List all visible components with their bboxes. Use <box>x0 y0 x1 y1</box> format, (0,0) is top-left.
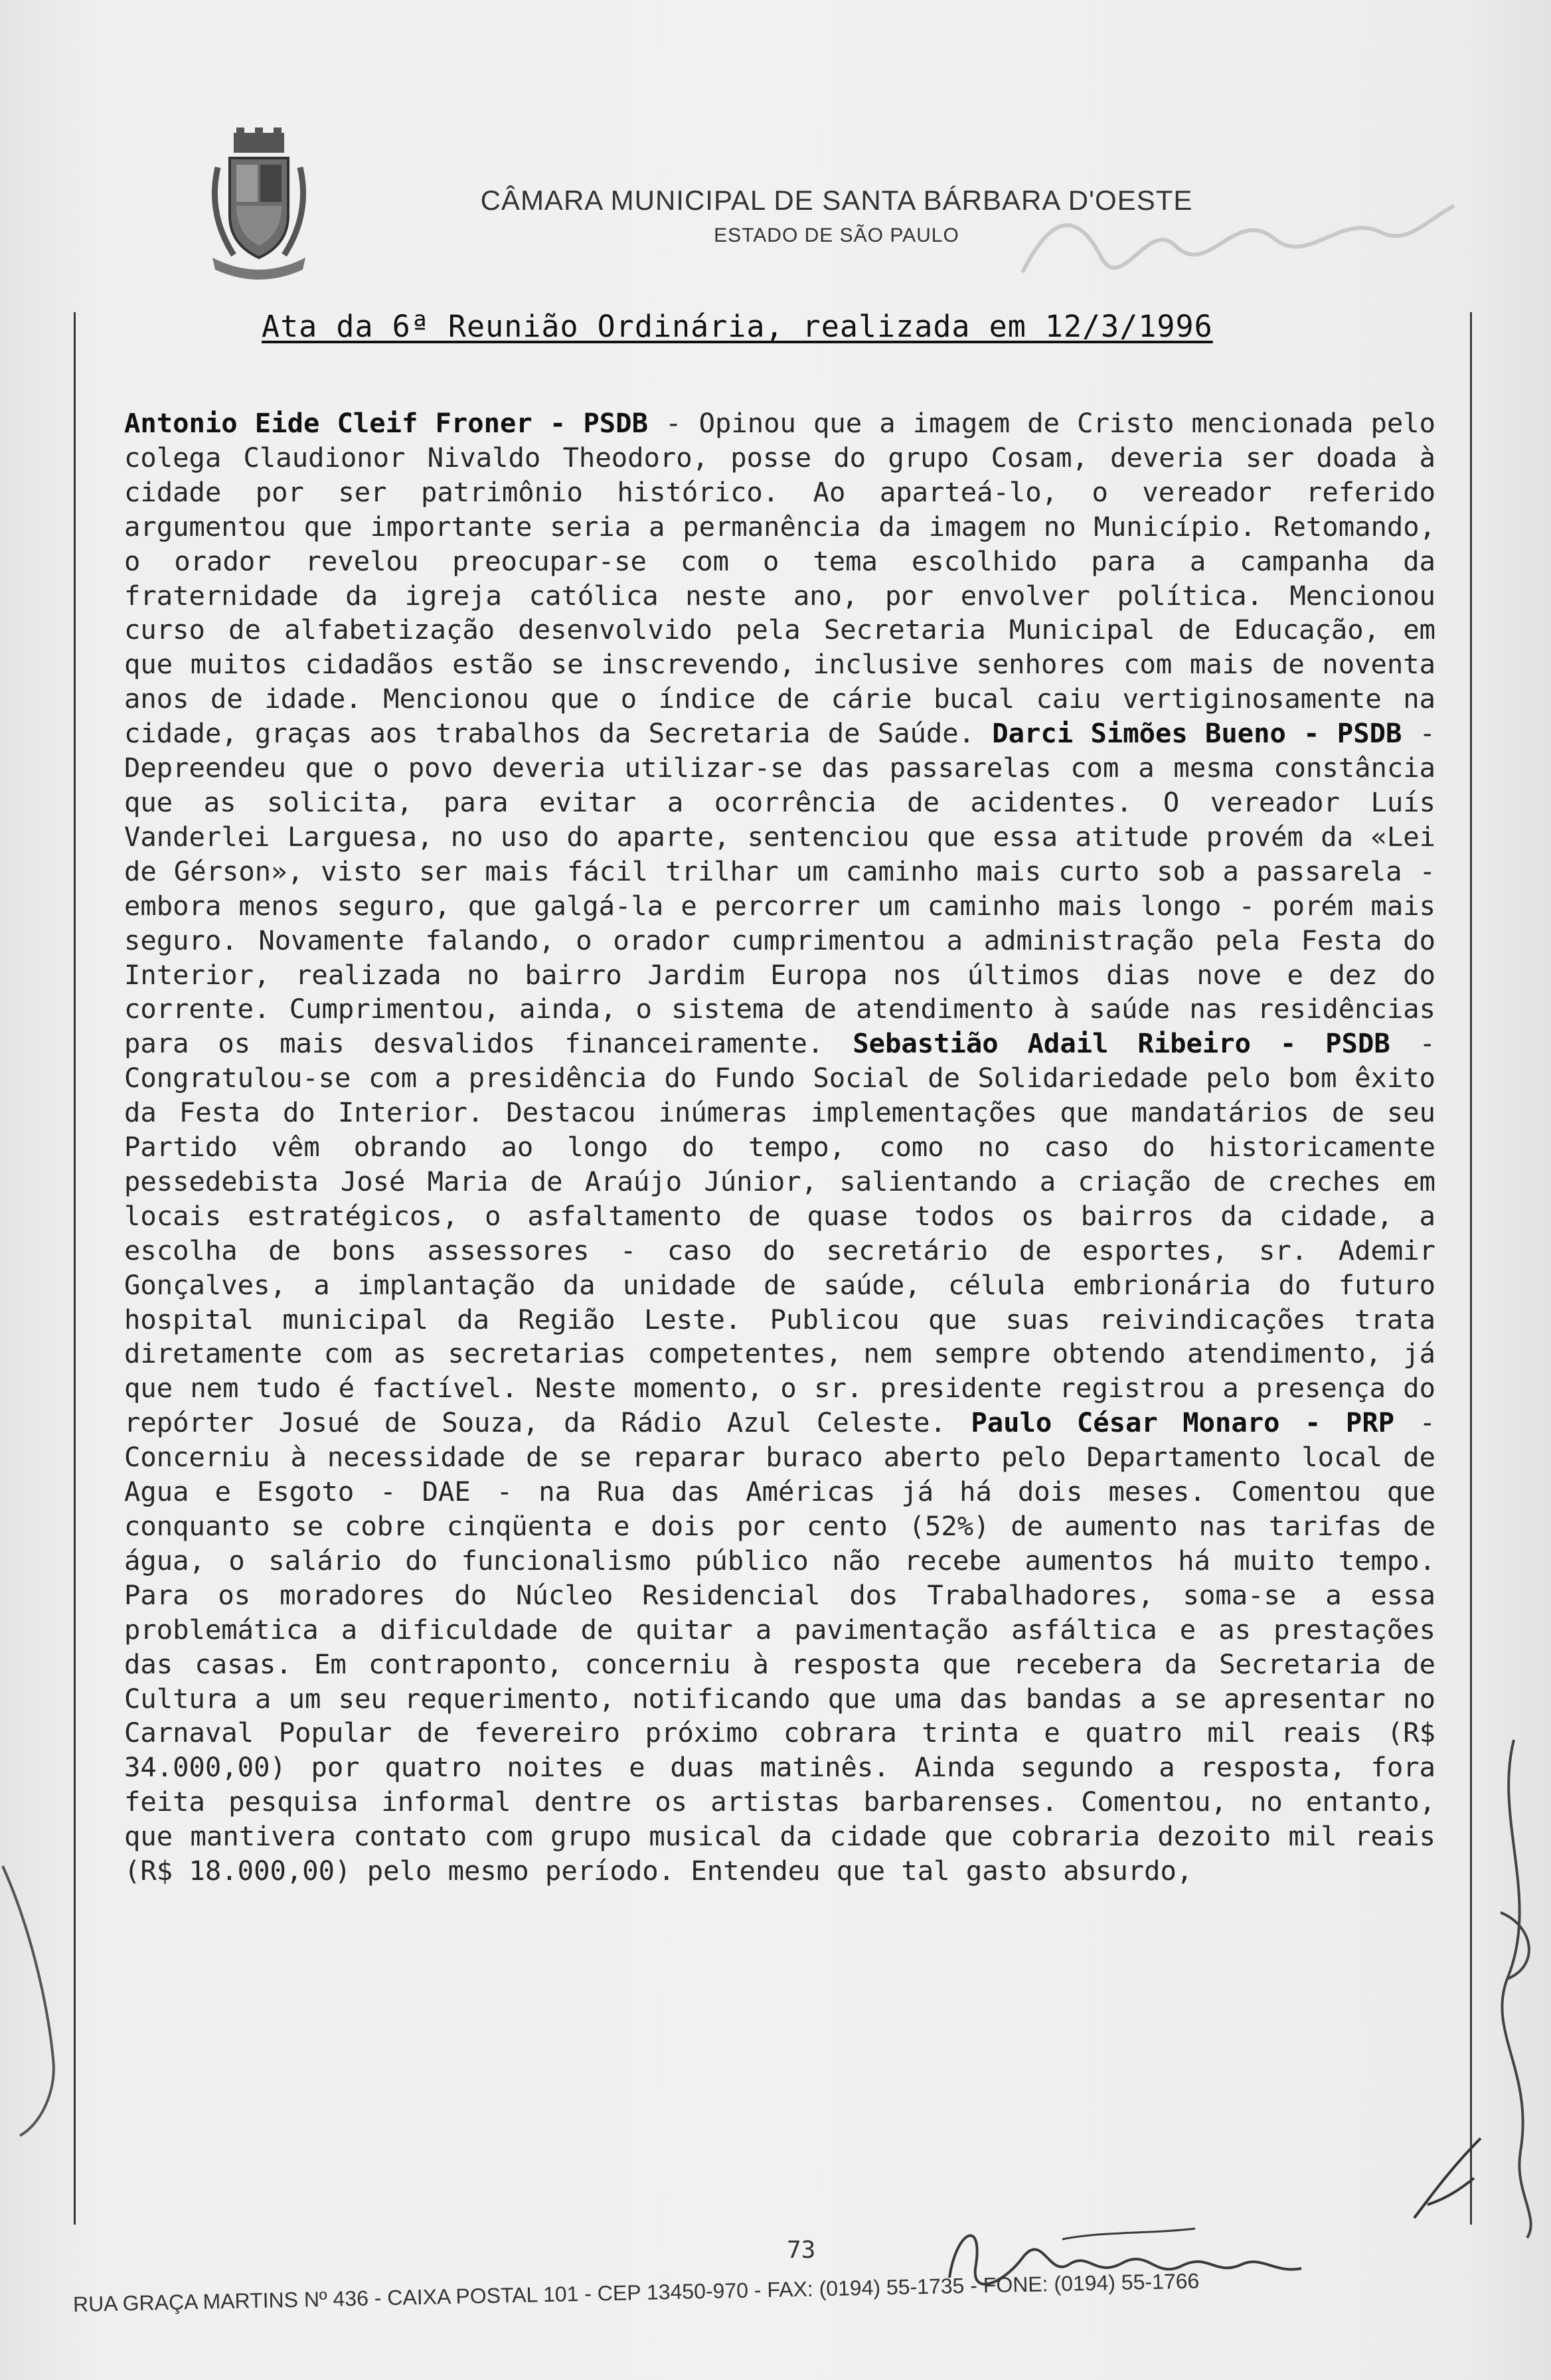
signature-initials <box>1408 2125 1487 2225</box>
signature-right-margin <box>1487 1727 1551 2245</box>
signature-top-faded <box>996 179 1461 299</box>
speaker-name: Antonio Eide Cleif Froner - PSDB <box>124 407 648 439</box>
speech-text: - Opinou que a imagem de Cristo mencionada pelo colega Claudionor Nivaldo Theodoro, posse do grupo Cosam, deveria ser doada à cidade por ser patrimônio histórico. Ao aparteá-lo, o vereador referido argumentou que importante seria a permanência da imagem no Município. Retomando, o orador revelou preocupar-se com o tema escolhido para a campanha da fraternidade da igreja católica neste ano, por envolver política. Mencionou curso de alfabetização desenvolvido pela Secretaria Municipal de Educação, em que muitos cidadãos estão se inscrevendo, inclusive senhores com mais de noventa anos de idade. Mencionou que o índice de cárie bucal caiu vertiginosamente na cidade, graças aos trabalhos da Secretaria de Saúde. <box>124 407 1435 750</box>
signature-left-margin <box>0 1859 66 2138</box>
speaker-name: Paulo César Monaro - PRP <box>971 1406 1395 1439</box>
state-name: ESTADO DE SÃO PAULO <box>714 224 959 246</box>
speech-text: - Depreendeu que o povo deveria utilizar-se das passarelas com a mesma constância que as solicita, para evitar a ocorrência de acidentes. O vereador Luís Vanderlei Larguesa, no uso do aparte, sentenciou que essa atitude provém da «Lei de Gérson», visto ser mais fácil trilhar um caminho mais curto sob a passarela - embora menos seguro, que galgá-la e percorrer um caminho mais longo - porém mais seguro. Novamente falando, o orador cumprimentou a administração pela Festa do Interior, realizada no bairro Jardim Europa nos últimos dias nove e dez do corrente. Cumprimentou, ainda, o sistema de atendimento à saúde nas residências para os mais desvalidos financeiramente. <box>124 717 1435 1060</box>
left-margin-rule <box>74 312 76 2225</box>
minutes-title: Ata da 6ª Reunião Ordinária, realizada em 12/3/1996 <box>262 309 1213 344</box>
municipal-coat-of-arms <box>203 128 315 282</box>
minutes-body <box>124 406 1435 1889</box>
page-number: 73 <box>787 2237 816 2264</box>
speaker-name: Sebastião Adail Ribeiro - PSDB <box>853 1027 1390 1060</box>
speech-text: - Concerniu à necessidade de se reparar buraco aberto pelo Departamento local de Agua e Esgoto - DAE - na Rua das Américas já há dois meses. Comentou que conquanto se cobre cinqüenta e dois por cento (52%) de aumento nas tarifas de água, o salário do funcionalismo público não recebe aumentos há muito tempo. Para os moradores do Núcleo Residencial dos Trabalhadores, soma-se a essa problemática a dificuldade de quitar a pavimentação asfáltica e as prestações das casas. Em contraponto, concerniu à resposta que recebera da Secretaria de Cultura a um seu requerimento, notificando que uma das bandas a se apresentar no Carnaval Popular de fevereiro próximo cobrara trinta e quatro mil reais (R$ 34.000,00) por quatro noites e duas matinês. Ainda segundo a resposta, fora feita pesquisa informal dentre os artistas barbarenses. Comentou, no entanto, que mantivera contato com grupo musical da cidade que cobraria dezoito mil reais (R$ 18.000,00) pelo mesmo período. Entendeu que tal gasto absurdo, <box>124 1406 1435 1887</box>
right-margin-rule <box>1470 312 1472 2225</box>
speech-text: - Congratulou-se com a presidência do Fundo Social de Solidariedade pelo bom êxito da Festa do Interior. Destacou inúmeras implementações que mandatários de seu Partido vêm obrando ao longo do tempo, como no caso do historicamente pessedebista José Maria de Araújo Júnior, salientando a criação de creches em locais estratégicos, o asfaltamento de quase todos os bairros da cidade, a escolha de bons assessores - caso do secretário de esportes, sr. Ademir Gonçalves, a implantação da unidade de saúde, célula embrionária do futuro hospital municipal da Região Leste. Publicou que suas reivindicações trata diretamente com as secretarias competentes, nem sempre obtendo atendimento, já que nem tudo é factível. Neste momento, o sr. presidente registrou a presença do repórter Josué de Souza, da Rádio Azul Celeste. <box>124 1027 1435 1439</box>
speaker-name: Darci Simões Bueno - PSDB <box>992 717 1402 750</box>
chamber-name: CÂMARA MUNICIPAL DE SANTA BÁRBARA D'OESTE <box>480 185 1193 216</box>
footer-address: RUA GRAÇA MARTINS Nº 436 - CAIXA POSTAL 101 - CEP 13450-970 - FAX: (0194) 55-1735 - FONE: (0194) 55-1766 <box>72 2268 1200 2316</box>
